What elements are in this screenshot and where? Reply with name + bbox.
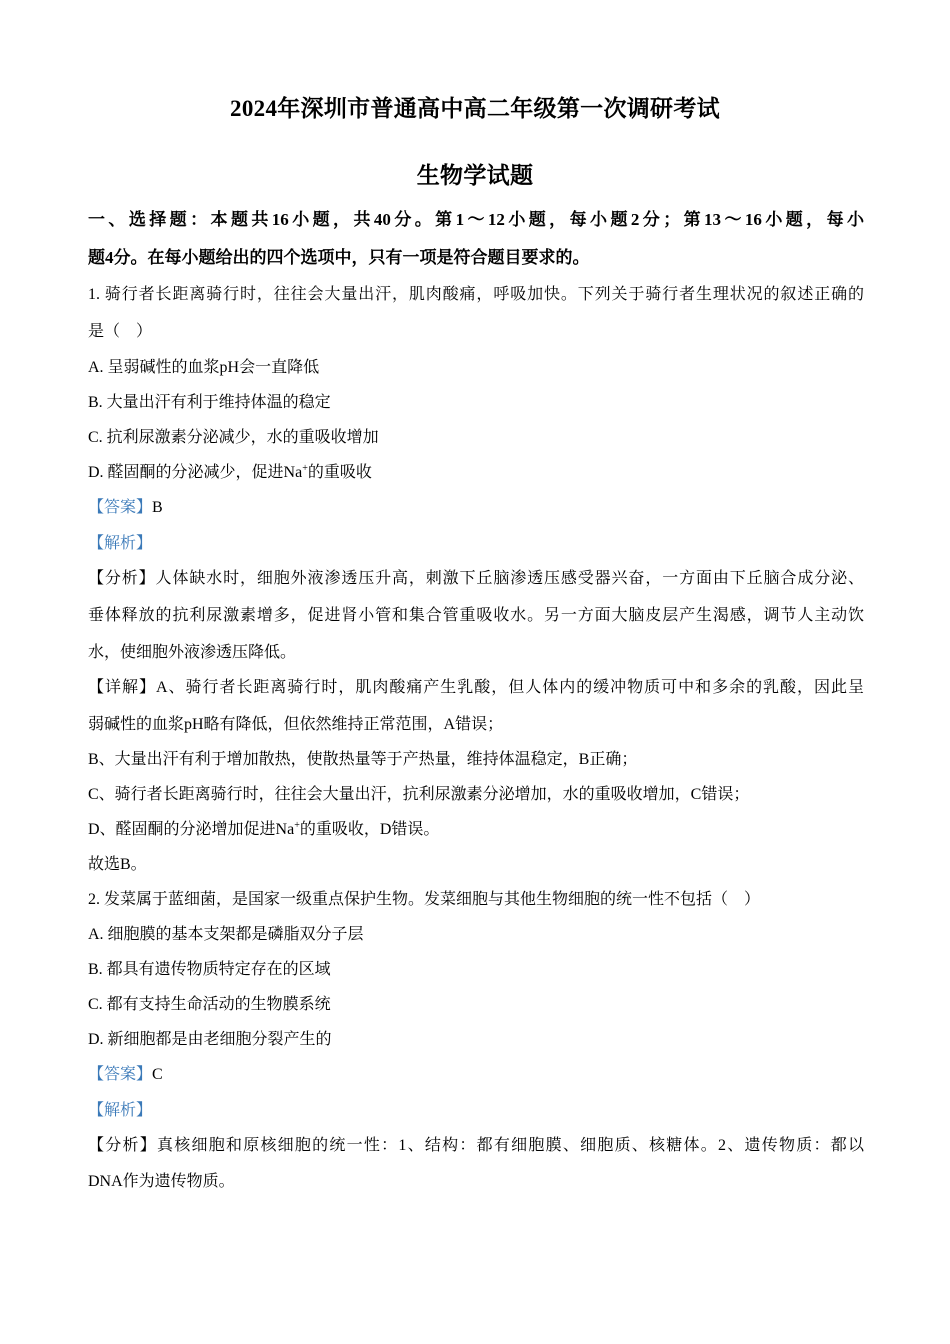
section-heading-line2: 题4分。在每小题给出的四个选项中，只有一项是符合题目要求的。	[88, 248, 590, 267]
exam-title: 2024年深圳市普通高中高二年级第一次调研考试	[230, 96, 720, 121]
q1-answer: 【答案】B	[88, 499, 163, 516]
q2-option-a: A. 细胞膜的基本支架都是磷脂双分子层	[88, 926, 364, 943]
q1-option-c: C. 抗利尿激素分泌减少，水的重吸收增加	[88, 429, 379, 446]
q2-stem: 2. 发菜属于蓝细菌，是国家一级重点保护生物。发菜细胞与其他生物细胞的统一性不包括（ ）	[88, 891, 761, 908]
q1-option-d: D. 醛固酮的分泌减少，促进Na+的重吸收	[88, 463, 372, 481]
section-heading-line1: 一、选择题：本题共16小题，共40分。第1～12小题，每小题2分；第13～16小题，每小	[88, 210, 864, 229]
q1-xiangjie-line3: B、大量出汗有利于增加散热，使散热量等于产热量，维持体温稳定，B正确；	[88, 751, 638, 768]
q1-stem-line2: 是（ ）	[88, 323, 153, 340]
exam-subtitle: 生物学试题	[416, 163, 534, 188]
q1-fenxi-line1: 【分析】人体缺水时，细胞外液渗透压升高，刺激下丘脑渗透压感受器兴奋，一方面由下丘脑合成分泌、	[88, 570, 864, 587]
q2-fenxi-line2: DNA作为遗传物质。	[88, 1173, 235, 1190]
q2-option-d: D. 新细胞都是由老细胞分裂产生的	[88, 1031, 332, 1048]
answer-tag: 【答案】	[88, 499, 153, 516]
q2-analysis-tag: 【解析】	[88, 1102, 153, 1119]
q1-xiangjie-line1: 【详解】A、骑行者长距离骑行时，肌肉酸痛产生乳酸，但人体内的缓冲物质可中和多余的乳酸，因此呈	[88, 679, 864, 696]
q2-fenxi-line1: 【分析】真核细胞和原核细胞的统一性：1、结构：都有细胞膜、细胞质、核糖体。2、遗传物质：都以	[88, 1137, 864, 1154]
q1-analysis-tag: 【解析】	[88, 535, 153, 552]
q2-option-c: C. 都有支持生命活动的生物膜系统	[88, 996, 331, 1013]
q1-xiangjie-line2: 弱碱性的血浆pH略有降低，但依然维持正常范围，A错误；	[88, 716, 504, 733]
answer-tag: 【答案】	[88, 1066, 153, 1083]
q1-stem-line1: 1. 骑行者长距离骑行时，往往会大量出汗，肌肉酸痛，呼吸加快。下列关于骑行者生理状况的叙述正确的	[88, 286, 864, 303]
q1-xiangjie-line5: D、醛固酮的分泌增加促进Na+的重吸收，D错误。	[88, 820, 440, 838]
q2-option-b: B. 都具有遗传物质特定存在的区域	[88, 961, 331, 978]
q1-option-b: B. 大量出汗有利于维持体温的稳定	[88, 394, 331, 411]
q1-fenxi-line3: 水，使细胞外液渗透压降低。	[88, 644, 297, 661]
q1-conclusion: 故选B。	[88, 856, 147, 873]
q1-xiangjie-line4: C、骑行者长距离骑行时，往往会大量出汗，抗利尿激素分泌增加，水的重吸收增加，C错误；	[88, 786, 750, 803]
q2-answer: 【答案】C	[88, 1066, 163, 1083]
q1-fenxi-line2: 垂体释放的抗利尿激素增多，促进肾小管和集合管重吸收水。另一方面大脑皮层产生渴感，调节人主动饮	[88, 607, 864, 624]
q1-option-a: A. 呈弱碱性的血浆pH会一直降低	[88, 359, 320, 376]
